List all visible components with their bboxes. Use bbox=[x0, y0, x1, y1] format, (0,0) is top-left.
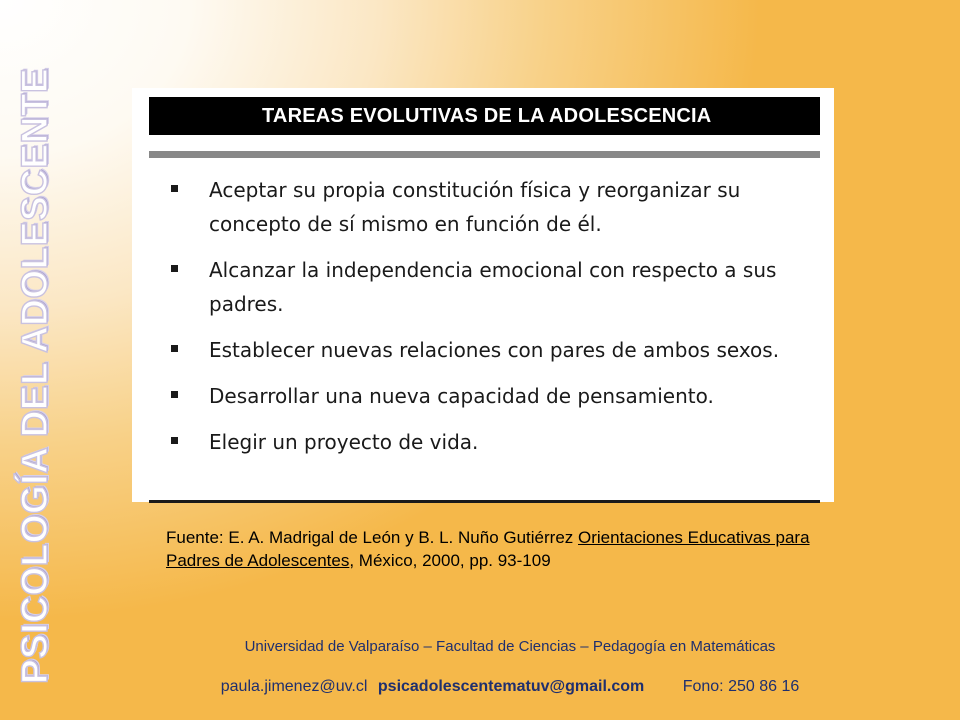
square-bullet-icon bbox=[171, 265, 178, 272]
side-title: PSICOLOGÍA DEL ADOLESCENTE bbox=[14, 67, 55, 684]
square-bullet-icon bbox=[171, 391, 178, 398]
square-bullet-icon bbox=[171, 437, 178, 444]
task-text: Desarrollar una nueva capacidad de pensamiento. bbox=[209, 384, 714, 408]
task-item bbox=[149, 253, 820, 321]
source-prefix: Fuente: E. A. Madrigal de León y B. L. Nuño Gutiérrez bbox=[166, 528, 579, 547]
task-list bbox=[149, 173, 820, 471]
contact-email-course: psicadolescentematuv@gmail.com bbox=[377, 678, 645, 695]
task-item bbox=[149, 379, 820, 413]
task-item bbox=[149, 333, 820, 367]
table-header-bar bbox=[149, 97, 820, 135]
contact-email-personal: paula.jimenez@uv.cl bbox=[220, 678, 368, 695]
evolutionary-tasks-table bbox=[132, 88, 834, 502]
square-bullet-icon bbox=[171, 345, 178, 352]
source-citation bbox=[166, 526, 846, 572]
book-title: Orientaciones Educativas para Padres de Adolescentes bbox=[166, 528, 810, 570]
footer-institution: Universidad de Valparaíso – Facultad de Ciencias – Pedagogía en Matemáticas bbox=[244, 638, 776, 655]
table-bottom-rule bbox=[149, 500, 820, 503]
table-header: TAREAS EVOLUTIVAS DE LA ADOLESCENCIA bbox=[262, 104, 712, 127]
task-item bbox=[149, 425, 820, 459]
header-divider bbox=[149, 151, 820, 158]
footer-contact bbox=[30, 678, 960, 696]
task-text: Establecer nuevas relaciones con pares de ambos sexos. bbox=[209, 338, 780, 362]
square-bullet-icon bbox=[171, 185, 178, 192]
task-item bbox=[149, 173, 820, 241]
task-text: Elegir un proyecto de vida. bbox=[209, 430, 479, 454]
contact-phone: Fono: 250 86 16 bbox=[682, 678, 800, 695]
task-text: Aceptar su propia constitución física y reorganizar su concepto de sí mismo en función de él. bbox=[209, 178, 741, 236]
source-suffix: , México, 2000, pp. 93-109 bbox=[349, 551, 551, 570]
task-text: Alcanzar la independencia emocional con respecto a sus padres. bbox=[209, 258, 777, 316]
